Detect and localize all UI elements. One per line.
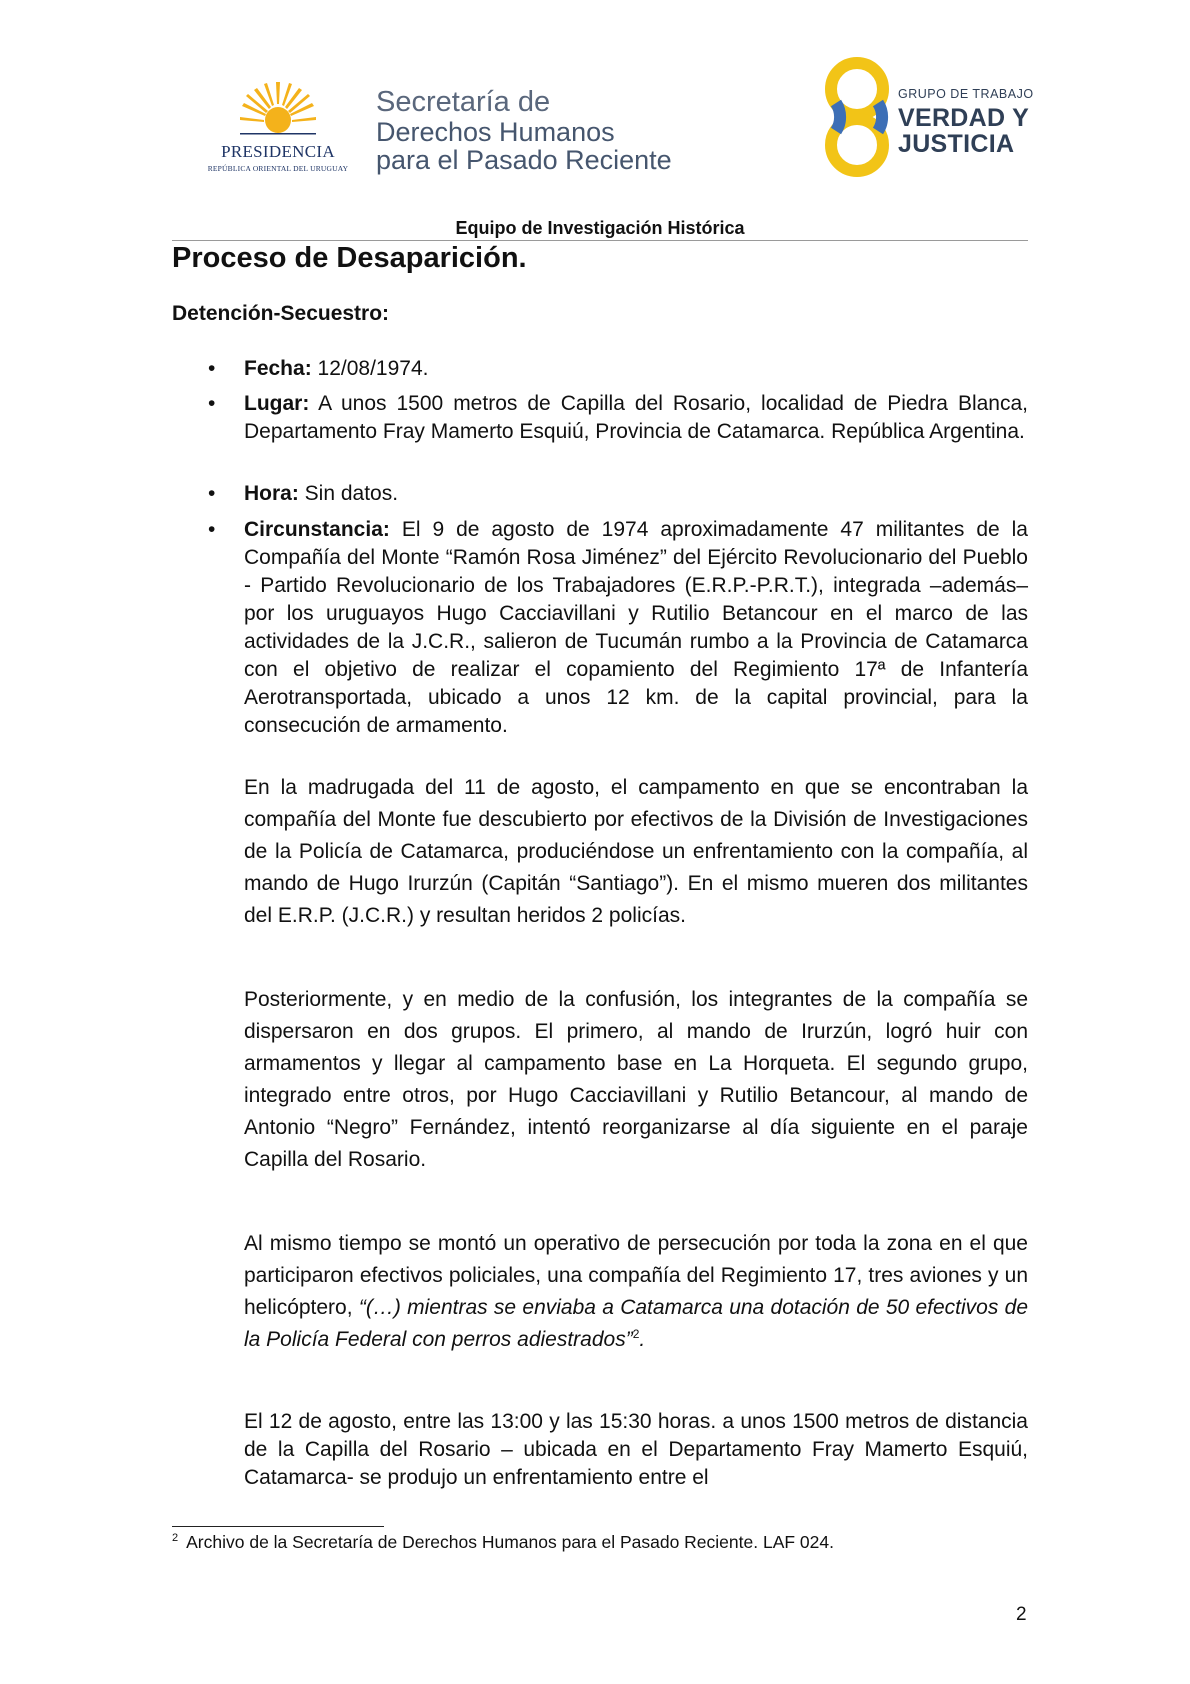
fecha-label: Fecha: xyxy=(244,357,312,380)
paragraph-3 xyxy=(244,1228,1028,1356)
section-heading: Detención-Secuestro: xyxy=(172,302,390,325)
footnote-text: Archivo de la Secretaría de Derechos Humanos para el Pasado Reciente. LAF 024. xyxy=(186,1532,834,1552)
presidencia-word: PRESIDENCIA xyxy=(221,142,335,161)
page-title: Proceso de Desaparición. xyxy=(172,242,527,274)
paragraph-3-end: . xyxy=(639,1328,646,1351)
circunstancia-label: Circunstancia: xyxy=(244,518,390,541)
circunstancia-value: El 9 de agosto de 1974 aproximadamente 47 militantes de la Compañía del Monte “Ramón Rosa Jiménez” del Ejército Revolucionario del Pueblo - Partido Revolucionario de los Trabajadores (E.R.P.-P.R.T.), integrada –además– por los uruguayos Hugo Cacciavillani y Rutilio Betancour en el marco de las actividades de la J.C.R., salieron de Tucumán rumbo a la Provincia de Catamarca con el objetivo de realizar el copamiento del Regimiento 17ª de Infantería Aerotransportada, ubicado a unos 12 km. de la capital provincial, para la consecución de armamento. xyxy=(244,518,1028,737)
running-header: Equipo de Investigación Histórica xyxy=(455,218,745,238)
hora-value: Sin datos. xyxy=(298,482,399,505)
sun-icon xyxy=(240,80,316,142)
presidencia-logo xyxy=(198,80,358,180)
page-number: 2 xyxy=(1016,1604,1027,1625)
secretaria-line-1: Secretaría de xyxy=(376,86,551,118)
bullet-marker: • xyxy=(208,392,216,415)
footnote xyxy=(172,1532,834,1553)
paragraph-4: El 12 de agosto, entre las 13:00 y las 15:30 horas. a unos 1500 metros de distancia de la Capilla del Rosario – ubicada en el Departamento Fray Mamerto Esquiú, Catamarca- se produjo un enfrentamiento entre el xyxy=(244,1410,1028,1489)
paragraph-3-quote: “(…) mientras se enviaba a Catamarca una dotación de 50 efectivos de la Policía Federal con perros adiestrados” xyxy=(244,1296,1029,1351)
secretaria-line-2: Derechos Humanos xyxy=(376,117,615,147)
secretaria-line-3: para el Pasado Reciente xyxy=(376,145,672,175)
paragraph-3-text: Al mismo tiempo se montó un operativo de persecución por toda la zona en el que participaron efectivos policiales, una compañía del Regimiento 17, tres aviones y un helicóptero, xyxy=(244,1232,1028,1319)
lugar-value: A unos 1500 metros de Capilla del Rosario, localidad de Piedra Blanca, Departamento Fray Mamerto Esquiú, Provincia de Catamarca. República Argentina. xyxy=(244,392,1028,443)
grupo-line-1: GRUPO DE TRABAJO xyxy=(898,87,1034,101)
paragraph-2: Posteriormente, y en medio de la confusión, los integrantes de la compañía se dispersaron en dos grupos. El primero, al mando de Irurzún, logró huir con armamentos y llegar al campamento base en La Horqueta. El segundo grupo, integrado entre otros, por Hugo Cacciavillani y Rutilio Betancour, al mando de Antonio “Negro” Fernández, intentó reorganizarse al día siguiente en el paraje Capilla del Rosario. xyxy=(244,988,1028,1171)
list-item-circunstancia xyxy=(244,516,1028,740)
verdad-justicia-rings-icon xyxy=(822,55,892,183)
footnote-divider xyxy=(172,1526,384,1527)
presidencia-subtitle: REPÚBLICA ORIENTAL DEL URUGUAY xyxy=(207,164,349,173)
bullet-marker: • xyxy=(208,482,216,505)
paragraph-1: En la madrugada del 11 de agosto, el campamento en que se encontraban la compañía del Monte fue descubierto por efectivos de la División de Investigaciones de la Policía de Catamarca, produciéndose un enfrentamiento con la compañía, al mando de Hugo Irurzún (Capitán “Santiago”). En el mismo mueren dos militantes del E.R.P. (J.C.R.) y resultan heridos 2 policías. xyxy=(244,776,1028,927)
list-item-fecha xyxy=(244,355,1028,383)
bullet-marker: • xyxy=(208,357,216,380)
list-item-lugar xyxy=(244,390,1028,446)
footnote-number: 2 xyxy=(172,1532,179,1545)
list-item-hora xyxy=(244,480,1028,508)
bullet-marker: • xyxy=(208,518,216,541)
footnote-reference: 2 xyxy=(632,1327,640,1341)
grupo-line-2: VERDAD Y xyxy=(898,103,1030,132)
grupo-line-3: JUSTICIA xyxy=(898,129,1015,158)
header-divider xyxy=(172,240,1028,241)
lugar-label: Lugar: xyxy=(244,392,310,415)
hora-label: Hora: xyxy=(244,482,299,505)
fecha-value: 12/08/1974. xyxy=(311,357,429,380)
secretaria-logo-text xyxy=(376,88,672,175)
verdad-justicia-logo-text xyxy=(898,88,1034,157)
